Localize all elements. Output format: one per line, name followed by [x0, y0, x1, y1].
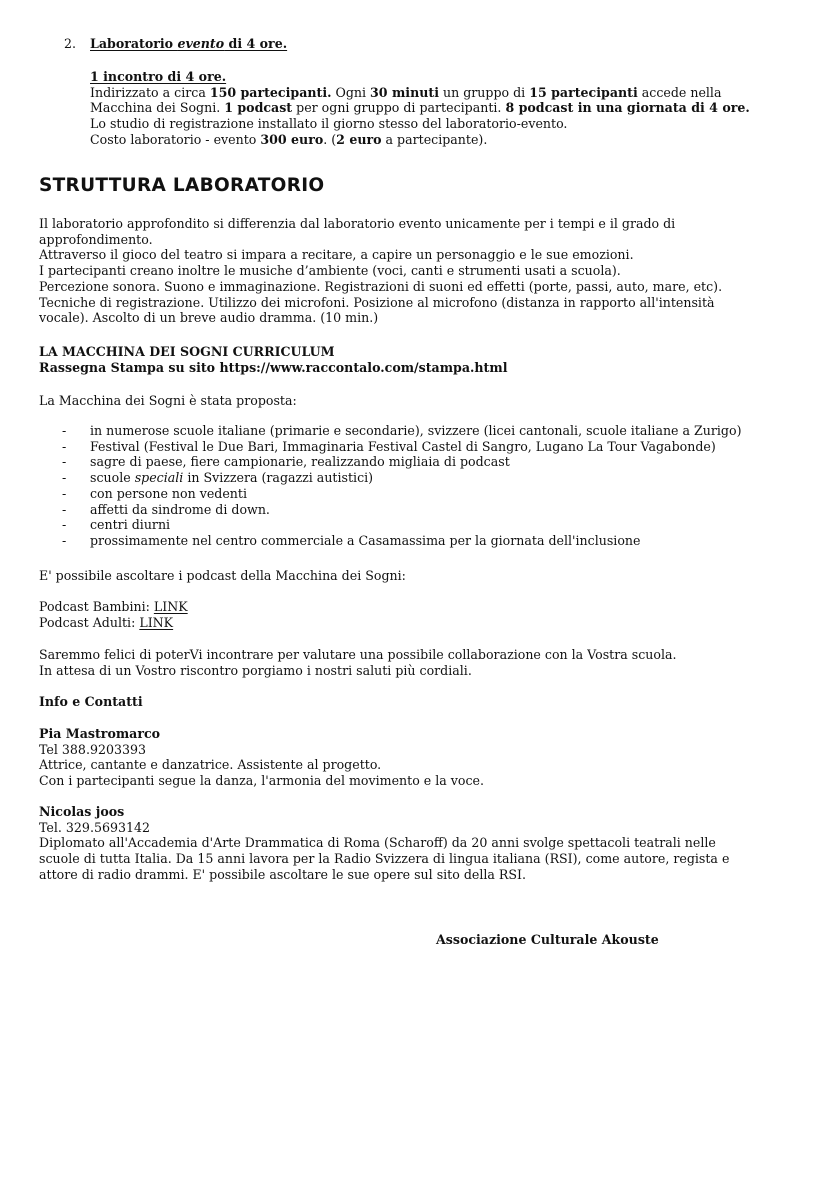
podcast-links [39, 599, 188, 630]
contacts-heading: Info e Contatti [39, 694, 143, 709]
detail-line: Lo studio di registrazione installato il giorno stesso del laboratorio-evento. [90, 116, 568, 132]
section-heading: STRUTTURA LABORATORIO [39, 175, 325, 196]
curriculum-title: LA MACCHINA DEI SOGNI CURRICULUM [39, 344, 335, 359]
meeting-line: 1 incontro di 4 ore. [90, 69, 227, 84]
list-item: - con persone non vedenti [62, 485, 247, 501]
list-item: - centri diurni [62, 517, 171, 533]
podcast-bambini: Podcast Bambini: LINK [39, 599, 188, 614]
proposta-intro: La Macchina dei Sogni è stata proposta: [39, 393, 297, 408]
struttura-paragraph: Il laboratorio approfondito si differenzia dal laboratorio evento unicamente per i tempi e il grado di approfondimento. Attraverso il gioco del teatro si impara a recitare, a capire un personaggio e le sue emozioni. I partecipanti creano inoltre le musiche d’ambiente (voci, canti e strumenti usati a scuola). Percezione sonora. Suono e immaginazione. Registrazioni di suoni ed effetti (porte, passi, auto, mare, etc). Tecniche di registrazione. Utilizzo dei microfoni. Posizione al microfono (distanza in rapporto all'intensità vocale). Ascolto di un breve audio dramma. (10 min.) [39, 216, 723, 326]
press-review-link[interactable]: Rassegna Stampa su sito https://www.raccontalo.com/stampa.html [39, 359, 508, 375]
contact-phone: Tel 388.9203393 [39, 741, 147, 757]
detail-line: Indirizzato a circa 150 partecipanti. Ogni 30 minuti un gruppo di 15 partecipanti accede nella [90, 84, 722, 100]
contact-pia: Pia Mastromarco Tel 388.9203393 Attrice, cantante e danzatrice. Assistente al progetto. Con i partecipanti segue la danza, l'armonia del movimento e la voce. [39, 726, 484, 789]
list-number: 2. [64, 36, 77, 51]
list-item: - Festival (Festival le Due Bari, Immaginaria Festival Castel di Sangro, Lugano La Tour Vagabonde) [62, 438, 716, 454]
signature: Associazione Culturale Akouste [436, 932, 659, 947]
list-item: - prossimamente nel centro commerciale a Casamassima per la giornata dell'inclusione [62, 532, 641, 548]
lab-item-title: 2. Laboratorio evento di 4 ore. [64, 36, 288, 51]
proposta-list [39, 423, 742, 549]
podcast-bambini-link[interactable]: LINK [153, 599, 188, 614]
podcast-adulti: Podcast Adulti: LINK [39, 614, 174, 630]
contact-nicolas: Nicolas joos Tel. 329.5693142 Diplomato all'Accademia d'Arte Drammatica di Roma (Scharoff) da 20 anni svolge spettacoli teatrali nelle scuole di tutta Italia. Da 15 anni lavora per la Radio Svizzera di lingua italiana (RSI), come autore, regista e attore di radio drammi. E' possibile ascoltare le sue opere sul sito della RSI. [39, 804, 730, 882]
lab-item-details [90, 69, 750, 148]
contact-phone: Tel. 329.5693142 [39, 819, 151, 835]
list-item: - scuole speciali in Svizzera (ragazzi autistici) [62, 470, 374, 486]
list-item: - in numerose scuole italiane (primarie e secondarie), svizzere (licei cantonali, scuole italiane a Zurigo) [62, 423, 742, 438]
podcast-intro: E' possibile ascoltare i podcast della Macchina dei Sogni: [39, 568, 406, 583]
contact-name: Nicolas joos [39, 804, 125, 819]
curriculum-block [39, 344, 507, 375]
detail-line: Macchina dei Sogni. 1 podcast per ogni gruppo di partecipanti. 8 podcast in una giornata di 4 ore. [90, 100, 750, 116]
list-item: - sagre di paese, fiere campionarie, realizzando migliaia di podcast [62, 454, 510, 470]
podcast-adulti-link[interactable]: LINK [139, 614, 174, 630]
contact-name: Pia Mastromarco [39, 726, 161, 741]
list-item: - affetti da sindrome di down. [62, 501, 270, 517]
cost-line: Costo laboratorio - evento 300 euro. (2 euro a partecipante). [90, 131, 488, 147]
closing-paragraph: Saremmo felici di poterVi incontrare per valutare una possibile collaborazione con la Vostra scuola. In attesa di un Vostro riscontro porgiamo i nostri saluti più cordiali. [39, 647, 677, 678]
